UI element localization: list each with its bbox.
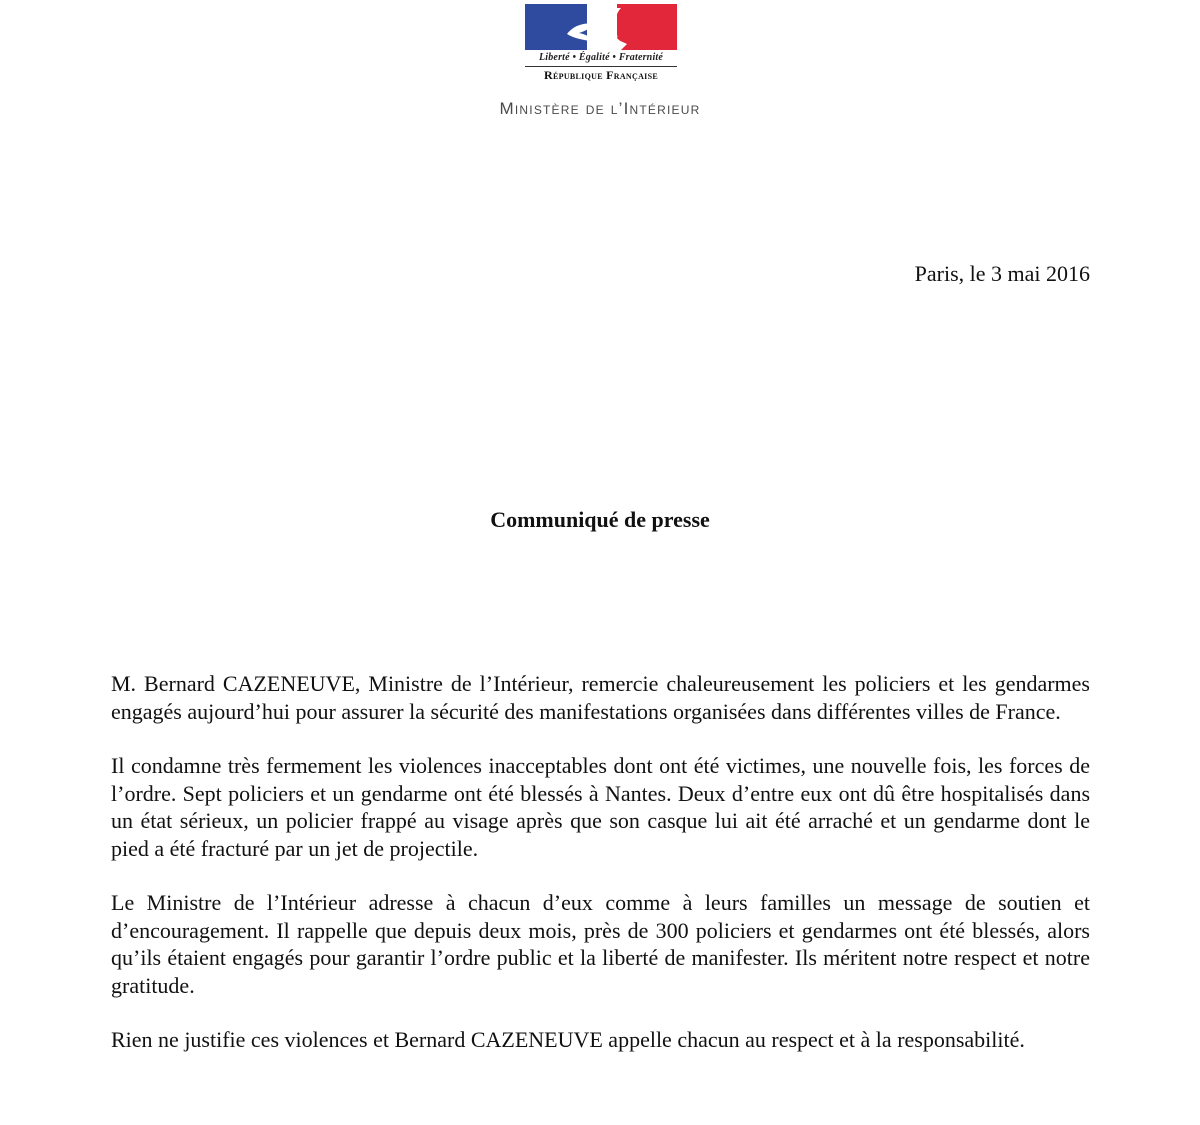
press-release-body [111, 670, 1090, 1081]
document-date: Paris, le 3 mai 2016 [914, 261, 1090, 286]
logo-republique-label: République Française [544, 68, 658, 82]
paragraph: Il condamne très fermement les violences inacceptables dont ont été victimes, une nouvelle fois, les forces de l’ordre. Sept policiers et un gendarme ont été blessés à Nantes. Deux d’entre eux ont dû être hospitalisés dans un état sérieux, un policier frappé au visage après que son casque lui ait été arraché et un gendarme dont le pied a été fracturé par un jet de projectile. [111, 753, 1090, 861]
paragraph: Le Ministre de l’Intérieur adresse à chacun d’eux comme à leurs familles un message de soutien et d’encouragement. Il rappelle que depuis deux mois, près de 300 policiers et gendarmes ont été blessés, alors qu’ils étaient engagés pour garantir l’ordre public et la liberté de manifester. Ils méritent notre respect et notre gratitude. [111, 890, 1090, 998]
marianne-flag-logo-icon [525, 4, 677, 50]
logo-divider [525, 66, 677, 67]
ministry-name: Ministère de l’Intérieur [499, 99, 701, 118]
flag-white-band [587, 4, 617, 50]
flag-red-band [617, 4, 677, 50]
logo-motto: Liberté • Égalité • Fraternité [538, 52, 664, 63]
paragraph: Rien ne justifie ces violences et Bernard CAZENEUVE appelle chacun au respect et à la responsabilité. [111, 1027, 1025, 1052]
paragraph: M. Bernard CAZENEUVE, Ministre de l’Intérieur, remercie chaleureusement les policiers et les gendarmes engagés aujourd’hui pour assurer la sécurité des manifestations organisées dans différentes villes de France. [111, 671, 1090, 724]
republique-francaise-logo [523, 4, 679, 84]
document-title: Communiqué de presse [490, 507, 710, 532]
